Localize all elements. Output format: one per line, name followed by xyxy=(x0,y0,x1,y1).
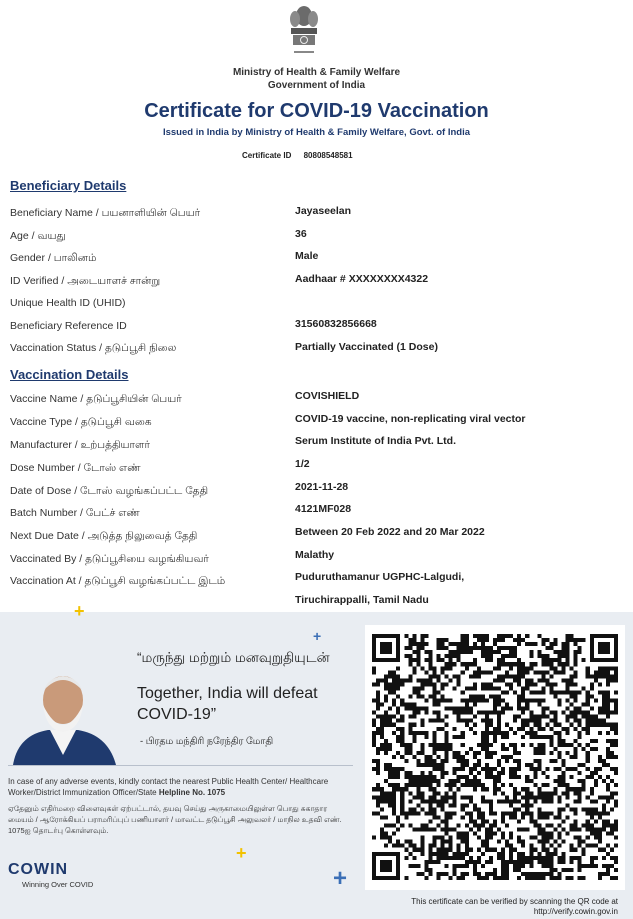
portrait-photo xyxy=(8,660,118,765)
adverse-events-note-tamil: ஏதேனும் எதிர்மறை விளைவுகள் ஏற்பட்டால், தயவு செய்து அருகாமையிலுள்ள பொது சுகாதார மையம் / ஆரோக்கியப் பராமரிப்புப் பணியாளர் / மாவட்ட தடுப்பூசி அலுவலர் / மாநில உதவி எண். 1075ஐ தொடர்பு கொள்ளவும். xyxy=(8,804,342,835)
row-value: Partially Vaccinated (1 Dose) xyxy=(295,341,438,353)
plus-decor-icon: + xyxy=(74,601,85,621)
row-value: Malathy xyxy=(295,549,335,561)
cowin-tagline: Winning Over COVID xyxy=(22,880,94,889)
helpline-number: Helpline No. 1075 xyxy=(158,788,226,797)
plus-decor-icon: + xyxy=(333,865,348,892)
row-value: 2021-11-28 xyxy=(295,481,349,493)
cowin-logo: COWIN xyxy=(8,861,69,878)
plus-decor-icon: + xyxy=(236,843,247,863)
row-label: Vaccination At / தடுப்பூசி வழங்கப்பட்ட இடம் xyxy=(10,575,226,587)
ministry-name: Ministry of Health & Family Welfare xyxy=(232,67,401,78)
row-value: Between 20 Feb 2022 and 20 Mar 2022 xyxy=(295,526,485,538)
quote-tamil: “மருந்து மற்றும் மனவுறுதியுடன் xyxy=(137,650,330,665)
row-label: Beneficiary Reference ID xyxy=(10,320,127,332)
row-value: 1/2 xyxy=(295,458,310,470)
row-value: 31560832856668 xyxy=(295,318,377,330)
qr-code-icon xyxy=(372,632,618,882)
row-label: Age / வயது xyxy=(10,230,66,242)
row-label: Batch Number / பேட்ச் எண் xyxy=(10,507,140,519)
quote-attribution: - பிரதம மந்திரி நரேந்திர மோதி xyxy=(140,736,274,747)
certificate-id xyxy=(242,151,353,160)
quote-english: Together, India will defeat COVID-19” xyxy=(137,685,318,723)
row-label: ID Verified / அடையாளச் சான்று xyxy=(10,275,161,287)
verify-url[interactable]: http://verify.cowin.gov.in xyxy=(533,907,618,916)
row-value: COVISHIELD xyxy=(295,390,360,402)
row-value: 4121MF028 xyxy=(295,503,352,515)
beneficiary-heading: Beneficiary Details xyxy=(10,178,127,193)
row-value: Aadhaar # XXXXXXXX4322 xyxy=(295,273,429,285)
divider xyxy=(8,765,353,766)
row-label: Vaccine Name / தடுப்பூசியின் பெயர் xyxy=(10,393,182,405)
verify-note xyxy=(370,897,618,917)
row-value: Male xyxy=(295,250,319,262)
row-label: Next Due Date / அடுத்த நிலுவைத் தேதி xyxy=(10,530,198,542)
row-value: Puduruthamanur UGPHC-Lalgudi, xyxy=(295,571,465,583)
row-label: Beneficiary Name / பயனாளியின் பெயர் xyxy=(10,207,201,219)
state-emblem-icon xyxy=(284,2,324,62)
row-label: Vaccination Status / தடுப்பூசி நிலை xyxy=(10,342,177,354)
adverse-events-text: In case of any adverse events, kindly contact the nearest Public Health Center/ Healthcare Worker/District Immunization Officer/State xyxy=(8,777,329,797)
row-value: COVID-19 vaccine, non-replicating viral vector xyxy=(295,413,526,425)
adverse-events-note xyxy=(8,776,353,798)
row-label: Unique Health ID (UHID) xyxy=(10,297,126,309)
verify-text: This certificate can be verified by scanning the QR code at xyxy=(411,897,618,906)
row-label: Vaccinated By / தடுப்பூசியை வழங்கியவர் xyxy=(10,553,209,565)
certificate-id-value: 80808548581 xyxy=(303,151,353,160)
row-label: Dose Number / டோஸ் எண் xyxy=(10,462,141,474)
row-label: Vaccine Type / தடுப்பூசி வகை xyxy=(10,416,152,428)
plus-decor-icon: + xyxy=(313,628,322,644)
vaccination-heading: Vaccination Details xyxy=(10,367,129,382)
location-line-2: Tiruchirappalli, Tamil Nadu xyxy=(295,594,429,606)
certificate-id-label: Certificate ID xyxy=(242,151,292,160)
row-label: Date of Dose / டோஸ் வழங்கப்பட்ட தேதி xyxy=(10,485,209,497)
row-label: Gender / பாலினம் xyxy=(10,252,97,264)
certificate-subtitle: Issued in India by Ministry of Health & Family Welfare, Govt. of India xyxy=(162,127,471,138)
row-value: Jayaseelan xyxy=(295,205,352,217)
certificate-title: Certificate for COVID-19 Vaccination xyxy=(144,100,489,122)
government-name: Government of India xyxy=(267,80,366,91)
row-value: 36 xyxy=(295,228,307,240)
row-label: Manufacturer / உற்பத்தியாளர் xyxy=(10,439,150,451)
row-value: Serum Institute of India Pvt. Ltd. xyxy=(295,435,457,447)
